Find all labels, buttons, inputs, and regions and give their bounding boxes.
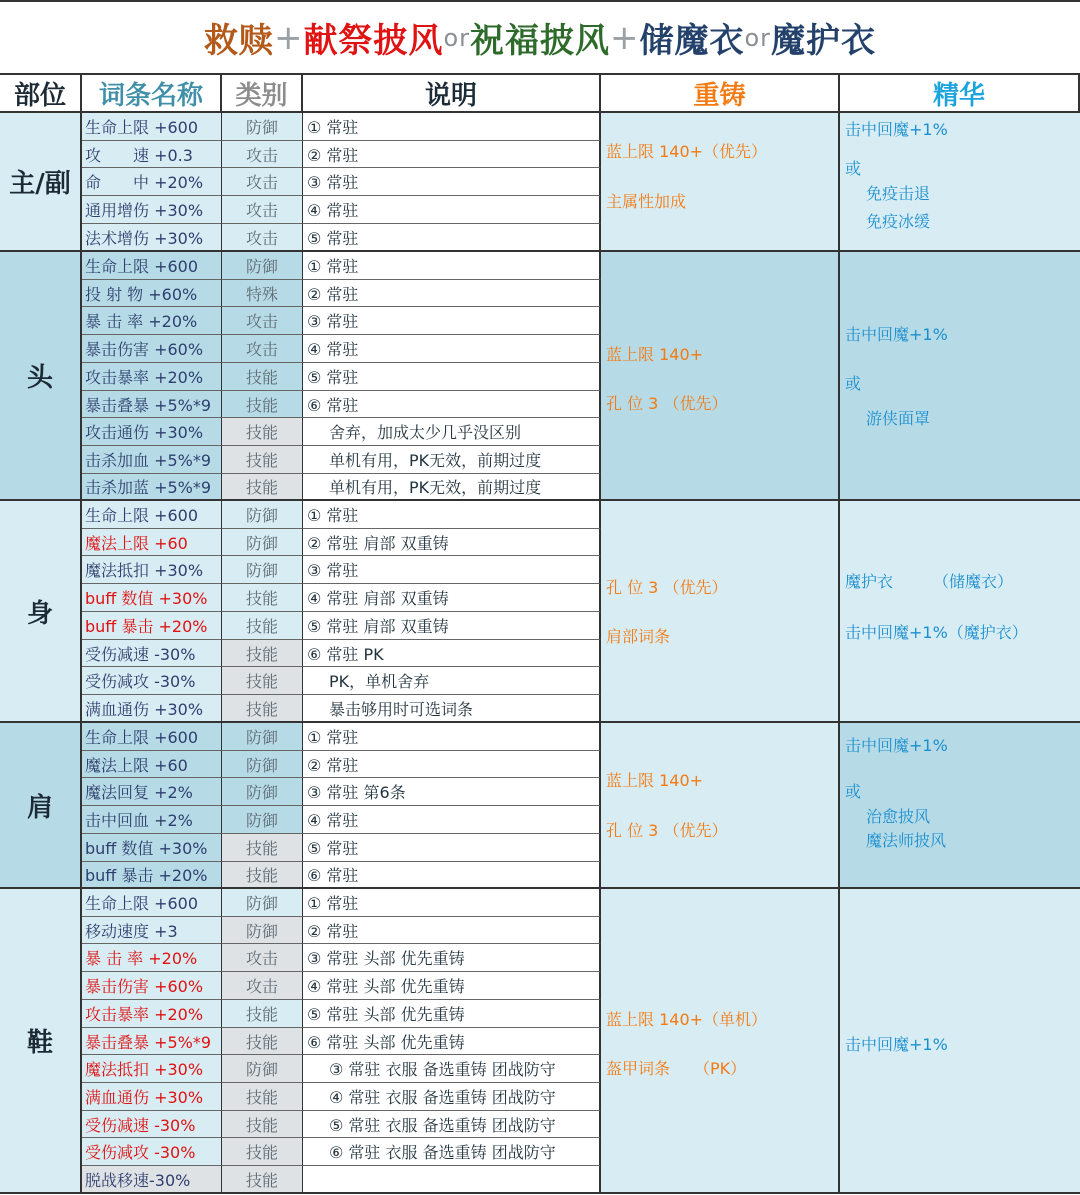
header-essence: 精华 [840, 75, 1080, 113]
entry-description: ② 常驻 [303, 917, 601, 944]
entry-type: 防御 [222, 529, 303, 556]
entry-name: 攻 速 +0.3 [82, 141, 222, 168]
entry-description: ④ 常驻 [303, 335, 601, 363]
entry-name: 受伤减速 -30% [82, 640, 222, 667]
entry-description: ③ 常驻 [303, 168, 601, 196]
entry-type: 技能 [222, 834, 303, 862]
entry-name: 满血通伤 +30% [82, 1083, 222, 1111]
entry-type: 防御 [222, 501, 303, 529]
entry-name: 攻击暴率 +20% [82, 363, 222, 391]
entry-description: ⑤ 常驻 [303, 834, 601, 862]
entry-type: 技能 [222, 862, 303, 889]
entry-description: ④ 常驻 衣服 备选重铸 团战防守 [303, 1083, 601, 1111]
header-part: 部位 [0, 75, 82, 113]
entry-description: ③ 常驻 [303, 556, 601, 584]
entry-name: 脱战移速-30% [82, 1166, 222, 1194]
header-name: 词条名称 [82, 75, 222, 113]
entry-type: 防御 [222, 113, 303, 141]
entry-type: 攻击 [222, 168, 303, 196]
entry-description: ① 常驻 [303, 501, 601, 529]
entry-description: 单机有用，PK无效，前期过度 [303, 474, 601, 501]
title-part-2: 献祭披风 [303, 21, 444, 61]
entry-name: 魔法上限 +60 [82, 529, 222, 556]
entry-name: 生命上限 +600 [82, 252, 222, 280]
entry-type: 技能 [222, 1111, 303, 1138]
entry-type: 技能 [222, 418, 303, 446]
part-label: 主/副 [0, 113, 82, 252]
essence-cell [840, 889, 1080, 1194]
reforge-cell [601, 723, 840, 889]
entry-name: buff 暴击 +20% [82, 612, 222, 640]
reforge-note: 蓝上限 140+（优先） [606, 142, 768, 161]
entry-description: ④ 常驻 头部 优先重铸 [303, 972, 601, 1000]
reforge-cell [601, 501, 840, 723]
entry-name: 暴击叠暴 +5%*9 [82, 1028, 222, 1055]
entry-description: ② 常驻 肩部 双重铸 [303, 529, 601, 556]
essence-note: 或 [845, 374, 862, 393]
entry-type: 防御 [222, 723, 303, 751]
entry-description: 舍弃，加成太少几乎没区别 [303, 418, 601, 446]
essence-note: 魔法师披风 [866, 831, 947, 850]
essence-note: 击中回魔+1% [845, 120, 948, 139]
entry-name: 满血通伤 +30% [82, 695, 222, 723]
entry-name: 投 射 物 +60% [82, 280, 222, 307]
entry-name: 生命上限 +600 [82, 889, 222, 917]
entry-description: ⑥ 常驻 头部 优先重铸 [303, 1028, 601, 1055]
reforge-cell [601, 889, 840, 1194]
reforge-note: 孔 位 3 （优先） [606, 394, 728, 413]
entry-type: 防御 [222, 806, 303, 834]
entry-description: ① 常驻 [303, 113, 601, 141]
entry-name: 受伤减攻 -30% [82, 1138, 222, 1166]
essence-note: 击中回魔+1% [845, 325, 948, 344]
entry-type: 防御 [222, 1055, 303, 1083]
entry-description: 单机有用，PK无效，前期过度 [303, 446, 601, 474]
entry-name: 暴 击 率 +20% [82, 307, 222, 335]
entry-type: 技能 [222, 1083, 303, 1111]
essence-note: 或 [845, 782, 862, 801]
essence-note: 击中回魔+1% [845, 736, 948, 755]
entry-type: 技能 [222, 1000, 303, 1028]
reforge-note: 肩部词条 [606, 627, 671, 646]
essence-note: 免疫冰缓 [866, 212, 931, 231]
entry-description: ② 常驻 [303, 141, 601, 168]
page-title [0, 0, 1080, 75]
essence-note: 击中回魔+1% [845, 1035, 948, 1054]
essence-cell [840, 501, 1080, 723]
entry-name: 击杀加蓝 +5%*9 [82, 474, 222, 501]
entry-description: ⑥ 常驻 衣服 备选重铸 团战防守 [303, 1138, 601, 1166]
essence-note: 治愈披风 [866, 807, 931, 826]
entry-name: 生命上限 +600 [82, 723, 222, 751]
entry-name: 暴击伤害 +60% [82, 335, 222, 363]
entry-name: buff 数值 +30% [82, 834, 222, 862]
entry-description: ⑤ 常驻 衣服 备选重铸 团战防守 [303, 1111, 601, 1138]
entry-type: 攻击 [222, 224, 303, 252]
entry-name: 移动速度 +3 [82, 917, 222, 944]
entry-type: 攻击 [222, 972, 303, 1000]
entry-name: 暴击叠暴 +5%*9 [82, 391, 222, 418]
entry-type: 防御 [222, 917, 303, 944]
entry-type: 特殊 [222, 280, 303, 307]
entry-type: 技能 [222, 1138, 303, 1166]
entry-description: ⑥ 常驻 [303, 862, 601, 889]
entry-type: 攻击 [222, 141, 303, 168]
title-part-5: 魔护衣 [771, 21, 877, 61]
title-or-2: or [744, 23, 772, 52]
entry-name: 攻击通伤 +30% [82, 418, 222, 446]
entry-type: 技能 [222, 640, 303, 667]
part-label: 鞋 [0, 889, 82, 1194]
entry-description: ④ 常驻 [303, 806, 601, 834]
entry-name: 受伤减速 -30% [82, 1111, 222, 1138]
entry-name: 受伤减攻 -30% [82, 667, 222, 695]
reforge-note: 孔 位 3 （优先） [606, 821, 728, 840]
title-part-4: 储魔衣 [639, 21, 745, 61]
entry-type: 防御 [222, 751, 303, 778]
essence-note: 或 [845, 159, 862, 178]
header-reforge: 重铸 [601, 75, 840, 113]
entry-type: 攻击 [222, 307, 303, 335]
essence-note: 魔护衣 （储魔衣） [845, 572, 1014, 591]
essence-note: 免疫击退 [866, 184, 931, 203]
header-type: 类别 [222, 75, 303, 113]
entry-description: ⑥ 常驻 PK [303, 640, 601, 667]
entry-type: 防御 [222, 889, 303, 917]
entry-name: 魔法回复 +2% [82, 778, 222, 806]
part-label: 身 [0, 501, 82, 723]
entry-name: 暴击伤害 +60% [82, 972, 222, 1000]
entry-description: ③ 常驻 衣服 备选重铸 团战防守 [303, 1055, 601, 1083]
entry-description: ② 常驻 [303, 280, 601, 307]
entry-type: 防御 [222, 252, 303, 280]
entry-type: 技能 [222, 446, 303, 474]
essence-note: 击中回魔+1%（魔护衣） [845, 623, 1028, 642]
entry-description: ⑤ 常驻 肩部 双重铸 [303, 612, 601, 640]
essence-note: 游侠面罩 [866, 409, 931, 428]
entry-name: 暴 击 率 +20% [82, 944, 222, 972]
entry-type: 技能 [222, 391, 303, 418]
entry-type: 技能 [222, 474, 303, 501]
entry-description: ① 常驻 [303, 252, 601, 280]
entry-name: 魔法上限 +60 [82, 751, 222, 778]
entry-type: 防御 [222, 778, 303, 806]
title-part-1: 救赎 [203, 21, 274, 61]
title-plus-2: + [610, 17, 640, 58]
entry-description: ③ 常驻 第6条 [303, 778, 601, 806]
part-label: 肩 [0, 723, 82, 889]
entry-type: 技能 [222, 612, 303, 640]
entry-description: ④ 常驻 [303, 196, 601, 224]
entry-type: 技能 [222, 695, 303, 723]
reforge-note: 蓝上限 140+（单机） [606, 1010, 768, 1029]
entry-name: 生命上限 +600 [82, 501, 222, 529]
entry-description: ② 常驻 [303, 751, 601, 778]
reforge-note: 蓝上限 140+ [606, 345, 704, 364]
reforge-cell [601, 113, 840, 252]
entry-description: ⑤ 常驻 头部 优先重铸 [303, 1000, 601, 1028]
entry-type: 攻击 [222, 335, 303, 363]
entry-name: 攻击暴率 +20% [82, 1000, 222, 1028]
reforge-note: 蓝上限 140+ [606, 771, 704, 790]
entry-name: 法术增伤 +30% [82, 224, 222, 252]
essence-cell [840, 252, 1080, 501]
entry-name: 魔法抵扣 +30% [82, 1055, 222, 1083]
title-or-1: or [443, 23, 470, 52]
reforge-note: 盔甲词条 （PK） [606, 1059, 747, 1078]
entry-description: ⑤ 常驻 [303, 224, 601, 252]
entry-description: ④ 常驻 肩部 双重铸 [303, 584, 601, 612]
entry-name: buff 暴击 +20% [82, 862, 222, 889]
entry-description: ① 常驻 [303, 723, 601, 751]
entry-description: ⑤ 常驻 [303, 363, 601, 391]
reforge-cell [601, 252, 840, 501]
entry-description: ③ 常驻 [303, 307, 601, 335]
entry-type: 技能 [222, 1028, 303, 1055]
entry-description: ⑥ 常驻 [303, 391, 601, 418]
entry-type: 攻击 [222, 196, 303, 224]
entry-name: 魔法抵扣 +30% [82, 556, 222, 584]
essence-cell [840, 723, 1080, 889]
entry-description: ③ 常驻 头部 优先重铸 [303, 944, 601, 972]
entry-type: 攻击 [222, 944, 303, 972]
entry-description [303, 1166, 601, 1194]
entry-type: 技能 [222, 584, 303, 612]
entry-type: 技能 [222, 667, 303, 695]
entry-description: 暴击够用时可选词条 [303, 695, 601, 723]
entry-name: 击杀加血 +5%*9 [82, 446, 222, 474]
entry-name: 生命上限 +600 [82, 113, 222, 141]
entry-type: 技能 [222, 363, 303, 391]
entry-type: 防御 [222, 556, 303, 584]
essence-cell [840, 113, 1080, 252]
entry-name: buff 数值 +30% [82, 584, 222, 612]
entry-type: 技能 [222, 1166, 303, 1194]
title-plus-1: + [273, 17, 304, 58]
entry-name: 命 中 +20% [82, 168, 222, 196]
reforge-note: 孔 位 3 （优先） [606, 578, 728, 597]
entry-name: 击中回血 +2% [82, 806, 222, 834]
header-desc: 说明 [303, 75, 601, 113]
entry-description: PK，单机舍弃 [303, 667, 601, 695]
reforge-note: 主属性加成 [606, 192, 687, 211]
part-label: 头 [0, 252, 82, 501]
entry-description: ① 常驻 [303, 889, 601, 917]
entry-name: 通用增伤 +30% [82, 196, 222, 224]
title-part-3: 祝福披风 [470, 21, 610, 61]
